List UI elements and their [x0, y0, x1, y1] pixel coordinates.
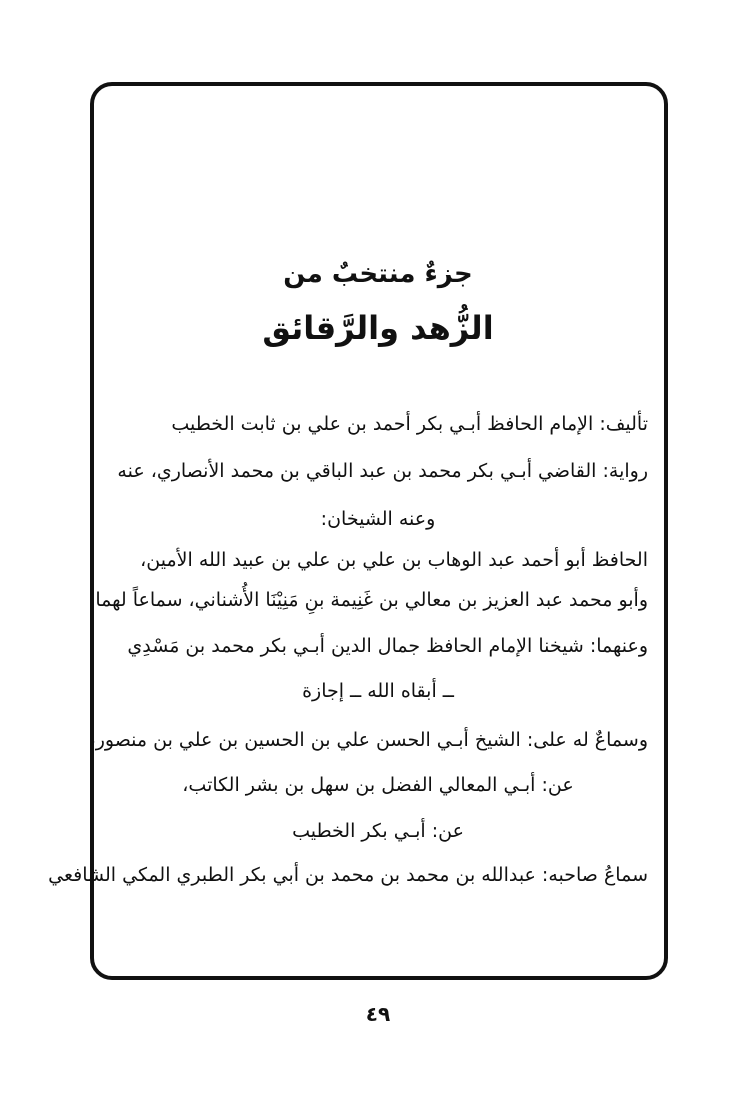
teacher-line: وعنهما: شيخنا الإمام الحافظ جمال الدين أبـي بكر محمد بن مَسْدِي: [127, 635, 648, 657]
two-sheikhs-line: وعنه الشيخان:: [320, 508, 436, 530]
chain-line-1: عن: أبـي المعالي الفضل بن سهل بن بشر الكاتب،: [182, 774, 574, 796]
book-subtitle: جزءٌ منتخبٌ من: [283, 259, 473, 289]
chain-line-2: عن: أبـي بكر الخطيب: [292, 820, 464, 842]
page-number: ٤٩: [365, 1002, 391, 1026]
sheikh-2-line: وأبو محمد عبد العزيز بن معالي بن غَنِيمة بنِ مَنِيْنَا الأُشناني، سماعاً لهما: [95, 589, 648, 611]
owner-hearing-line: سماعُ صاحبه: عبدالله بن محمد بن محمد بن أبي بكر الطبري المكي الشافعي: [48, 864, 648, 886]
hearing-line: وسماعٌ له على: الشيخ أبـي الحسن علي بن الحسين بن علي بن منصور،: [89, 729, 648, 751]
narration-line: رواية: القاضي أبـي بكر محمد بن عبد الباقي بن محمد الأنصاري، عنه: [117, 460, 648, 482]
author-line: تأليف: الإمام الحافظ أبـي بكر أحمد بن علي بن ثابت الخطيب: [171, 413, 648, 435]
sheikh-1-line: الحافظ أبو أحمد عبد الوهاب بن علي بن علي بن عبيد الله الأمين،: [140, 549, 648, 571]
ijaza-line: ــ أبقاه الله ــ إجازة: [302, 680, 454, 702]
book-title: الزُّهد والرَّقائق: [262, 309, 494, 347]
